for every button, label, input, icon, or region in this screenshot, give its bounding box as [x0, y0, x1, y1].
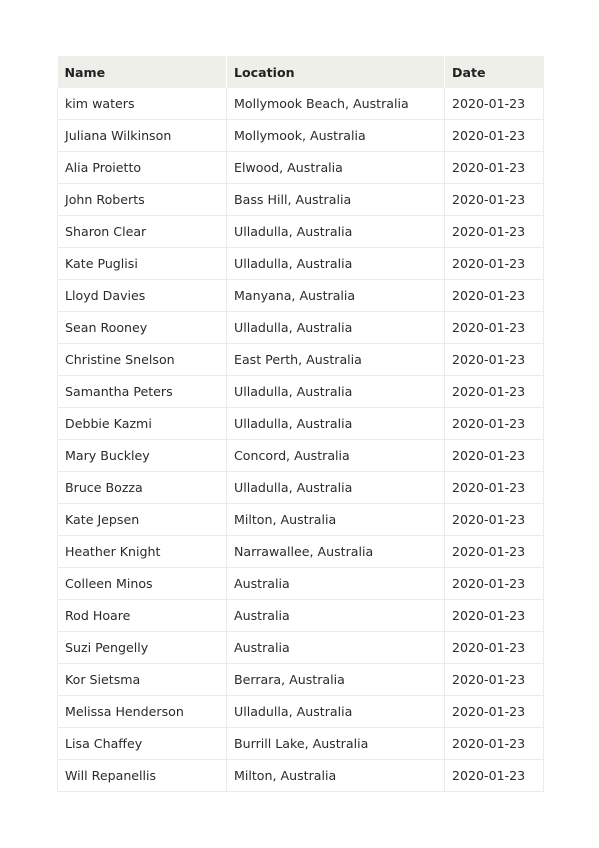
table-row — [58, 312, 544, 344]
cell-location: Milton, Australia — [227, 760, 445, 792]
table-row — [58, 152, 544, 184]
cell-date: 2020-01-23 — [445, 600, 544, 632]
table-row — [58, 536, 544, 568]
table-row — [58, 568, 544, 600]
cell-date: 2020-01-23 — [445, 280, 544, 312]
cell-name: Kate Jepsen — [58, 504, 227, 536]
cell-location: Ulladulla, Australia — [227, 376, 445, 408]
cell-name: Suzi Pengelly — [58, 632, 227, 664]
cell-location: Mollymook Beach, Australia — [227, 88, 445, 120]
cell-name: Mary Buckley — [58, 440, 227, 472]
table-row — [58, 120, 544, 152]
table-row — [58, 88, 544, 120]
cell-name: Lloyd Davies — [58, 280, 227, 312]
cell-name: Sean Rooney — [58, 312, 227, 344]
cell-date: 2020-01-23 — [445, 760, 544, 792]
cell-location: Narrawallee, Australia — [227, 536, 445, 568]
cell-location: Burrill Lake, Australia — [227, 728, 445, 760]
cell-location: Milton, Australia — [227, 504, 445, 536]
table-header — [58, 56, 544, 88]
cell-date: 2020-01-23 — [445, 152, 544, 184]
cell-date: 2020-01-23 — [445, 88, 544, 120]
cell-location: Ulladulla, Australia — [227, 312, 445, 344]
cell-date: 2020-01-23 — [445, 216, 544, 248]
cell-name: Kor Sietsma — [58, 664, 227, 696]
cell-date: 2020-01-23 — [445, 408, 544, 440]
table-header-row — [58, 56, 544, 88]
table-row — [58, 472, 544, 504]
table-row — [58, 440, 544, 472]
cell-location: Ulladulla, Australia — [227, 408, 445, 440]
cell-name: kim waters — [58, 88, 227, 120]
cell-date: 2020-01-23 — [445, 120, 544, 152]
column-header-date: Date — [445, 56, 544, 88]
cell-name: Sharon Clear — [58, 216, 227, 248]
cell-location: Ulladulla, Australia — [227, 696, 445, 728]
cell-name: Will Repanellis — [58, 760, 227, 792]
table-row — [58, 760, 544, 792]
cell-name: Alia Proietto — [58, 152, 227, 184]
table-row — [58, 664, 544, 696]
cell-name: Bruce Bozza — [58, 472, 227, 504]
cell-location: Australia — [227, 568, 445, 600]
cell-date: 2020-01-23 — [445, 632, 544, 664]
table-row — [58, 344, 544, 376]
cell-location: Elwood, Australia — [227, 152, 445, 184]
cell-location: East Perth, Australia — [227, 344, 445, 376]
cell-name: Debbie Kazmi — [58, 408, 227, 440]
cell-date: 2020-01-23 — [445, 568, 544, 600]
cell-name: John Roberts — [58, 184, 227, 216]
table-row — [58, 632, 544, 664]
table-row — [58, 728, 544, 760]
cell-location: Berrara, Australia — [227, 664, 445, 696]
cell-location: Concord, Australia — [227, 440, 445, 472]
table-row — [58, 280, 544, 312]
cell-location: Ulladulla, Australia — [227, 472, 445, 504]
table-row — [58, 216, 544, 248]
cell-date: 2020-01-23 — [445, 696, 544, 728]
cell-name: Christine Snelson — [58, 344, 227, 376]
cell-date: 2020-01-23 — [445, 536, 544, 568]
cell-date: 2020-01-23 — [445, 376, 544, 408]
cell-date: 2020-01-23 — [445, 184, 544, 216]
cell-location: Australia — [227, 600, 445, 632]
cell-name: Melissa Henderson — [58, 696, 227, 728]
cell-date: 2020-01-23 — [445, 248, 544, 280]
table-row — [58, 408, 544, 440]
cell-date: 2020-01-23 — [445, 472, 544, 504]
table-row — [58, 504, 544, 536]
cell-location: Bass Hill, Australia — [227, 184, 445, 216]
table-row — [58, 248, 544, 280]
cell-date: 2020-01-23 — [445, 504, 544, 536]
cell-date: 2020-01-23 — [445, 728, 544, 760]
cell-name: Lisa Chaffey — [58, 728, 227, 760]
cell-name: Rod Hoare — [58, 600, 227, 632]
cell-location: Ulladulla, Australia — [227, 248, 445, 280]
cell-name: Juliana Wilkinson — [58, 120, 227, 152]
cell-date: 2020-01-23 — [445, 312, 544, 344]
cell-name: Kate Puglisi — [58, 248, 227, 280]
signatures-table-container — [57, 56, 543, 792]
cell-location: Mollymook, Australia — [227, 120, 445, 152]
column-header-location: Location — [227, 56, 445, 88]
cell-date: 2020-01-23 — [445, 664, 544, 696]
table-row — [58, 696, 544, 728]
cell-location: Ulladulla, Australia — [227, 216, 445, 248]
table-row — [58, 376, 544, 408]
table-body — [58, 88, 544, 792]
cell-name: Heather Knight — [58, 536, 227, 568]
cell-location: Australia — [227, 632, 445, 664]
cell-date: 2020-01-23 — [445, 440, 544, 472]
cell-date: 2020-01-23 — [445, 344, 544, 376]
column-header-name: Name — [58, 56, 227, 88]
signatures-table — [57, 56, 544, 792]
cell-name: Samantha Peters — [58, 376, 227, 408]
cell-name: Colleen Minos — [58, 568, 227, 600]
table-row — [58, 600, 544, 632]
table-row — [58, 184, 544, 216]
cell-location: Manyana, Australia — [227, 280, 445, 312]
